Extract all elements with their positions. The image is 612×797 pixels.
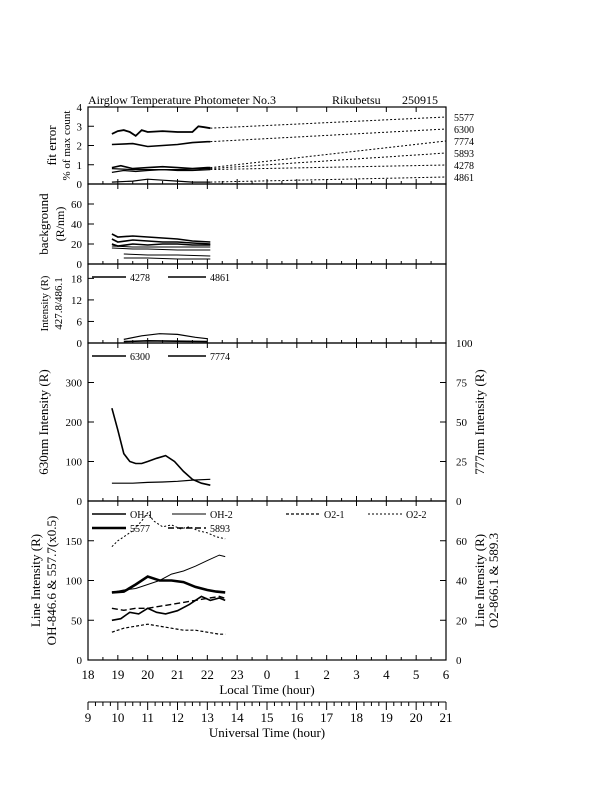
fit-error-extension-line bbox=[210, 177, 446, 182]
local-time-tick-label: 3 bbox=[353, 667, 360, 682]
universal-time-tick-label: 9 bbox=[84, 710, 92, 725]
local-time-tick-label: 19 bbox=[111, 667, 125, 682]
local-time-tick-label: 2 bbox=[323, 667, 330, 682]
red-lines-right-y-tick-label: 100 bbox=[456, 338, 473, 350]
fit-error-y-tick-label: 3 bbox=[76, 121, 82, 134]
legend-label-OH-2: OH-2 bbox=[210, 510, 233, 521]
legend-label-OH-1: OH-1 bbox=[130, 510, 153, 521]
fit-error-y-tick-label: 0 bbox=[76, 179, 82, 191]
red-lines-y-tick-label: 200 bbox=[65, 417, 82, 429]
line-intensity-series-OH-2 bbox=[112, 555, 225, 592]
line-intensity-series-O2-2 bbox=[112, 513, 225, 547]
line-intensity-right-y-tick-label: 0 bbox=[456, 655, 462, 667]
red-lines-right-y-tick-label: 50 bbox=[456, 417, 467, 429]
line-intensity-series-5893 bbox=[112, 596, 225, 610]
line-intensity-right-y-tick-label: 60 bbox=[456, 535, 467, 548]
blue-lines-y-tick-label: 18 bbox=[71, 273, 82, 286]
legend-label-4861: 4861 bbox=[210, 273, 230, 284]
local-time-tick-label: 6 bbox=[442, 667, 450, 682]
legend-label-6300: 6300 bbox=[130, 352, 150, 363]
local-time-tick-label: 5 bbox=[412, 667, 420, 682]
legend-label-7774: 7774 bbox=[210, 352, 230, 363]
fit-error-y-tick-label: 2 bbox=[76, 140, 82, 153]
chart-title: Airglow Temperature Photometer No.3 bbox=[88, 93, 277, 107]
legend-label-5577: 5577 bbox=[130, 524, 150, 535]
local-time-tick-label: 20 bbox=[141, 667, 155, 682]
blue-lines-y-tick-label: 6 bbox=[76, 316, 82, 329]
local-time-tick-label: 4 bbox=[383, 667, 390, 682]
local-time-tick-label: 21 bbox=[171, 667, 184, 682]
fit-error-extension-line bbox=[210, 165, 446, 170]
red-lines-y-tick-label: 0 bbox=[76, 496, 82, 508]
red-lines-ylabel: 630nm Intensity (R) bbox=[36, 369, 51, 475]
background-series-line bbox=[112, 248, 210, 250]
universal-time-tick-label: 16 bbox=[290, 710, 304, 725]
line-intensity-series-O2-1 bbox=[112, 624, 225, 634]
universal-time-tick-label: 12 bbox=[171, 710, 184, 725]
universal-time-tick-label: 13 bbox=[200, 710, 214, 725]
plot-layer bbox=[28, 102, 501, 740]
fit-error-line-label: 7774 bbox=[454, 137, 474, 148]
blue-lines-series-4278 bbox=[124, 334, 208, 340]
legend-label-5893: 5893 bbox=[210, 524, 230, 535]
line-intensity-ylabel-right-sub: O2-866.1 & 589.3 bbox=[486, 532, 501, 629]
legend-label-4278: 4278 bbox=[130, 273, 150, 284]
background-y-tick-label: 20 bbox=[71, 239, 82, 251]
universal-time-tick-label: 10 bbox=[111, 710, 125, 725]
fit-error-series-line bbox=[112, 170, 210, 173]
line-intensity-y-tick-label: 100 bbox=[65, 575, 82, 588]
universal-time-tick-label: 14 bbox=[230, 710, 244, 725]
background-y-tick-label: 0 bbox=[76, 259, 82, 271]
line-intensity-right-y-tick-label: 40 bbox=[456, 575, 467, 588]
fit-error-ylabel-sub: % of max count bbox=[61, 110, 73, 181]
blue-lines-y-tick-label: 0 bbox=[76, 338, 82, 350]
fit-error-line-label: 5577 bbox=[454, 113, 474, 124]
red-lines-frame bbox=[88, 343, 446, 501]
background-frame bbox=[88, 184, 446, 264]
fit-error-line-label: 6300 bbox=[454, 125, 474, 136]
blue-lines-y-tick-label: 12 bbox=[71, 294, 82, 307]
background-ylabel: background bbox=[36, 193, 51, 255]
fit-error-line-label: 4278 bbox=[454, 161, 474, 172]
universal-time-axis-label: Universal Time (hour) bbox=[208, 725, 326, 740]
blue-lines-ylabel-sub: 427.8/486.1 bbox=[53, 277, 65, 330]
fit-error-y-tick-label: 4 bbox=[76, 102, 82, 114]
fit-error-extension-line bbox=[210, 117, 446, 128]
line-intensity-ylabel-right: Line Intensity (R) bbox=[472, 533, 487, 628]
legend-label-O2-1: O2-1 bbox=[324, 510, 345, 521]
blue-lines-ylabel: Intensity (R) bbox=[39, 275, 51, 332]
fit-error-extension-line bbox=[210, 141, 446, 168]
red-lines-right-y-tick-label: 0 bbox=[456, 496, 462, 508]
background-series-line bbox=[124, 258, 211, 259]
background-series-line bbox=[124, 254, 211, 256]
red-lines-y-tick-label: 100 bbox=[65, 456, 82, 469]
line-intensity-y-tick-label: 0 bbox=[76, 655, 82, 667]
local-time-tick-label: 18 bbox=[81, 667, 95, 682]
chart-station: Rikubetsu bbox=[332, 93, 381, 107]
red-lines-right-y-tick-label: 25 bbox=[456, 456, 467, 469]
local-time-tick-label: 22 bbox=[200, 667, 214, 682]
fit-error-series-line bbox=[112, 126, 210, 136]
background-ylabel-sub: (R/nm) bbox=[53, 206, 67, 242]
universal-time-tick-label: 21 bbox=[439, 710, 453, 725]
fit-error-series-line bbox=[112, 142, 210, 147]
chart-date-code: 250915 bbox=[402, 93, 438, 107]
blue-lines-series-4861 bbox=[124, 341, 208, 342]
fit-error-extension-line bbox=[210, 129, 446, 142]
red-lines-series-6300 bbox=[112, 408, 210, 485]
red-lines-ylabel-right: 777nm Intensity (R) bbox=[472, 369, 487, 475]
background-series-line bbox=[112, 244, 210, 246]
universal-time-tick-label: 18 bbox=[350, 710, 363, 725]
fit-error-line-label: 5893 bbox=[454, 149, 474, 160]
red-lines-y-tick-label: 300 bbox=[65, 377, 82, 390]
line-intensity-y-tick-label: 50 bbox=[71, 615, 82, 628]
local-time-tick-label: 23 bbox=[230, 667, 244, 682]
background-y-tick-label: 60 bbox=[71, 199, 82, 211]
line-intensity-series-OH-1 bbox=[112, 596, 225, 620]
fit-error-extension-line bbox=[210, 153, 446, 169]
line-intensity-right-y-tick-label: 20 bbox=[456, 615, 467, 628]
red-lines-right-y-tick-label: 75 bbox=[456, 377, 467, 390]
fit-error-ylabel: fit error bbox=[44, 125, 59, 166]
local-time-tick-label: 1 bbox=[293, 667, 301, 682]
universal-time-tick-label: 17 bbox=[320, 710, 334, 725]
background-series-line bbox=[112, 246, 210, 247]
universal-time-tick-label: 19 bbox=[379, 710, 393, 725]
legend-label-O2-2: O2-2 bbox=[406, 510, 427, 521]
universal-time-tick-label: 11 bbox=[141, 710, 154, 725]
local-time-tick-label: 0 bbox=[263, 667, 271, 682]
line-intensity-ylabel: Line Intensity (R) bbox=[28, 533, 43, 628]
universal-time-tick-label: 20 bbox=[409, 710, 423, 725]
fit-error-series-line bbox=[112, 179, 210, 182]
fit-error-line-label: 4861 bbox=[454, 173, 474, 184]
line-intensity-series-5577 bbox=[112, 577, 225, 593]
local-time-axis-label: Local Time (hour) bbox=[219, 682, 315, 697]
line-intensity-ylabel-sub: OH-846.6 & 557.7(x0.5) bbox=[44, 515, 59, 646]
fit-error-series-line bbox=[112, 166, 210, 169]
background-y-tick-label: 40 bbox=[71, 219, 82, 231]
line-intensity-y-tick-label: 150 bbox=[65, 535, 82, 548]
fit-error-y-tick-label: 1 bbox=[76, 159, 82, 172]
universal-time-tick-label: 15 bbox=[260, 710, 274, 725]
